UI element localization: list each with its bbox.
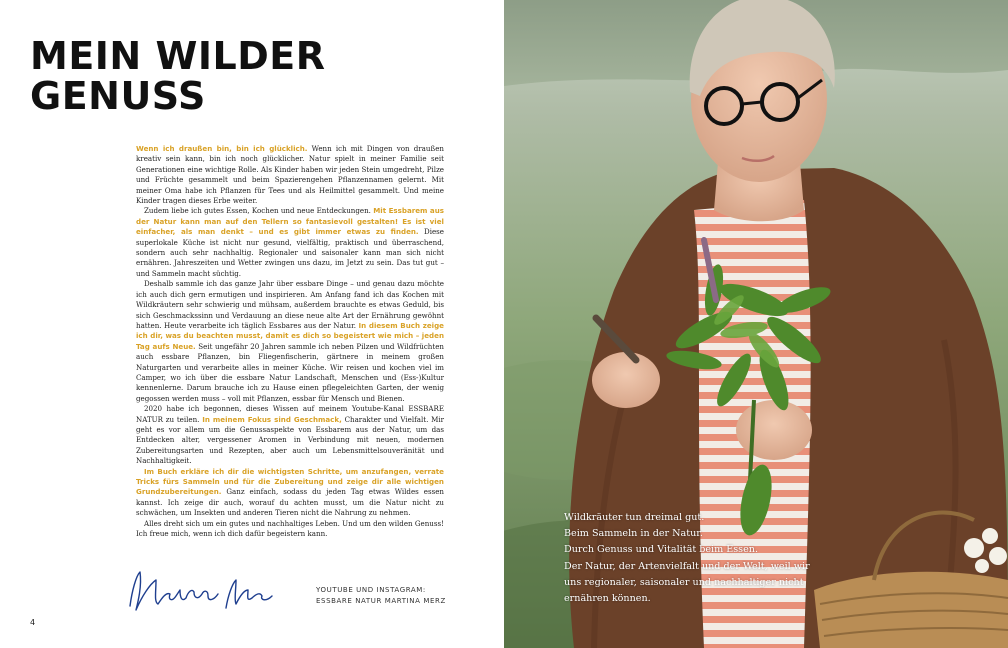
caption-line: Wildkräuter tun dreimal gut. (564, 512, 705, 523)
signature-image (122, 566, 282, 616)
body-text (136, 144, 444, 539)
paragraph-text: Zudem liebe ich gutes Essen, Kochen und neue Entdeckungen. (144, 206, 374, 216)
caption-line: uns regionaler, saisonaler und nachhaltiger nicht (564, 576, 804, 588)
paragraph-3 (136, 279, 444, 404)
caption-line: Der Natur, der Artenvielfalt und der Welt, weil wir (564, 560, 810, 572)
page-number: 4 (30, 618, 36, 627)
paragraph-4 (136, 404, 444, 466)
right-page (504, 0, 1008, 648)
paragraph-text: Ganz einfach, sodass du jeden Tag etwas Wildes essen kannst. Ich zeige dir auch, worauf du achten musst, um die Natur nicht zu schwächen, um Insekten und anderen Tieren nicht die Nahrung zu nehmen. (136, 487, 444, 518)
paragraph-6 (136, 519, 444, 540)
caption-line: Durch Genuss und Vitalität beim Essen. (564, 544, 759, 556)
social-channel: ESSBARE NATUR MARTINA MERZ (316, 597, 446, 605)
highlight-text: In meinem Fokus sind Geschmack, (202, 414, 342, 424)
highlight-text: Mit Essbarem aus der Natur kann man auf den Tellern so fantasievoll gestalten! Es ist viel einfacher, als man denkt – und es gibt immer etwas zu finden. (136, 206, 444, 237)
highlight-text: In diesem Buch zeige ich dir, was du beachten musst, damit es dich so begeistert wie mich – jeden Tag aufs Neue. (136, 320, 444, 351)
paragraph-text: Seit ungefähr 20 Jahren sammle ich neben Pilzen und Wildfrüchten auch essbare Pflanzen, bin Fliegenfischerin, gärtnere in meinem großen Naturgarten und verarbeite alles in meiner Küche. Wir reisen und kochen viel im Camper, wo ich über die essbare Natur Landschaft, Menschen und (Ess-)Kultur kennenlerne. Darum brauche ich zu Hause einen pflegeleichten Garten, der wenig gegossen werden muss – voll mit Pflanzen, essbar für Mensch und Bienen. (136, 341, 444, 403)
title-line-1: MEIN WILDER (30, 34, 326, 78)
caption-line: ernähren können. (564, 593, 651, 605)
paragraph-text: Charakter und Vielfalt. Mir geht es vor allem um die Genussaspekte von Essbarem aus der Natur, um das Entdecken alter, vergessener Aromen in Verbindung mit neuen, modernen Zubereitungsarten und Rezepten, aber auch um Lebensmittelsouveränität und Nachhaltigkeit. (136, 414, 445, 466)
photo-caption (564, 510, 810, 607)
paragraph-5 (136, 467, 444, 519)
highlight-text: Im Buch erkläre ich dir die wichtigsten Schritte, um anzufangen, verrate Tricks fürs Sammeln und für die Zubereitung und zeige dir alle wichtigen Grundzubereitungen. (136, 466, 444, 497)
paragraph-text: Alles dreht sich um ein gutes und nachhaltiges Leben. Und um den wilden Genuss! Ich freue mich, wenn ich dich dafür begeistern kann. (136, 518, 444, 539)
paragraph-2 (136, 206, 444, 279)
paragraph-text: Diese superlokale Küche ist nicht nur gesund, vielfältig, praktisch und überraschend, sondern auch sehr nachhaltig. Regionaler und saisonaler kann man sich nicht ernähren. Jahreszeiten und Wetter zwingen uns dazu, im Jetzt zu sein. Das tut gut – und Sammeln macht süchtig. (136, 227, 444, 278)
paragraph-text: 2020 habe ich begonnen, dieses Wissen auf meinem Youtube-Kanal ESSBARE NATUR zu teilen. (136, 404, 444, 424)
highlight-text: Wenn ich draußen bin, bin ich glücklich. (136, 144, 308, 153)
caption-line: Beim Sammeln in der Natur. (564, 528, 703, 540)
social-label: YOUTUBE UND INSTAGRAM: (316, 586, 426, 594)
social-handles (316, 585, 446, 607)
paragraph-text: Deshalb sammle ich das ganze Jahr über essbare Dinge – und genau dazu möchte ich auch dich gern ermutigen und inspirieren. Am Anfang fand ich das Kochen mit Wildkräutern sehr schwierig und mühsam, außerdem brauchte es etwas Geduld, bis sich Geschmackssinn und Verdauung an diese neue alte Art der Ernährung gewöhnt hatten. Heute verarbeite ich täglich Essbares aus der Natur. (136, 279, 444, 330)
page-title (30, 36, 325, 116)
paragraph-text: Wenn ich mit Dingen von draußen kreativ sein kann, bin ich noch glücklicher. Natur spielt in meiner Familie seit Generationen eine wichtige Rolle. Als Kinder haben wir jeden Stein umgedreht, Pilze und Früchte gesammelt und beim Spazierengehen Pflanzennamen gelernt. Mit meiner Oma habe ich Pflanzen für Tees und als Heilmittel gesammelt. Und meine Kinder tragen dieses Erbe weiter. (136, 144, 444, 206)
paragraph-1 (136, 144, 444, 206)
title-line-2: GENUSS (30, 74, 206, 118)
